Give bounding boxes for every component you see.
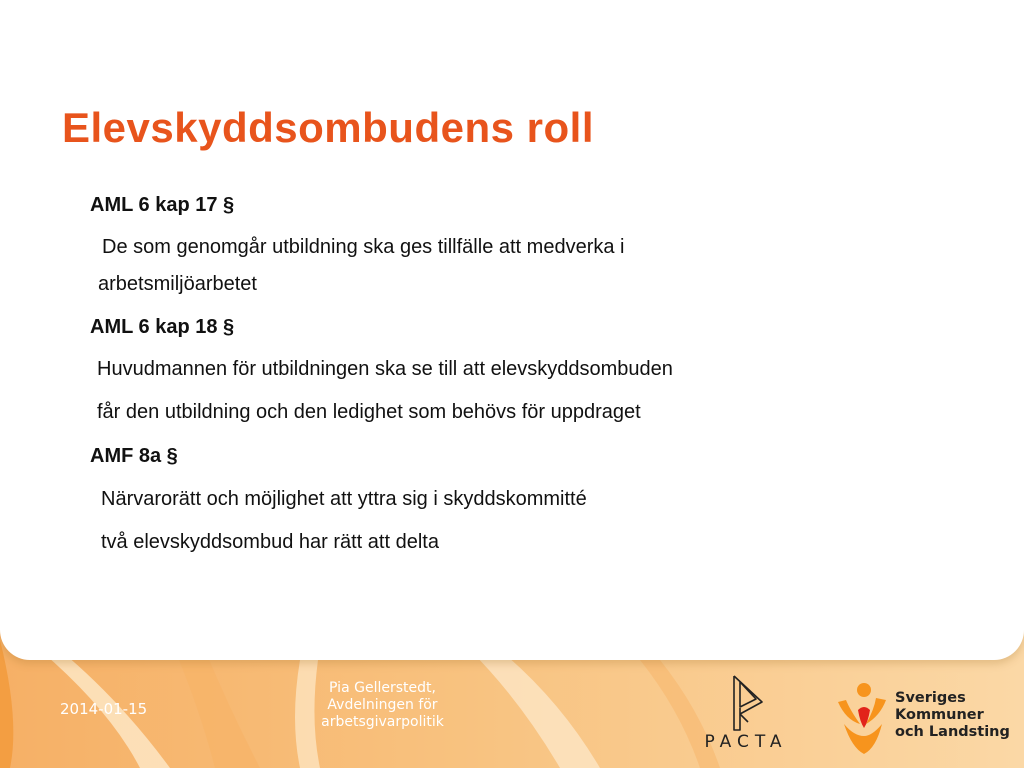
body-line: arbetsmiljöarbetet bbox=[98, 273, 257, 295]
body-line: De som genomgår utbildning ska ges tillfälle att medverka i bbox=[102, 236, 625, 258]
pacta-wordmark: PACTA bbox=[704, 732, 788, 752]
slide-title: Elevskyddsombudens roll bbox=[62, 104, 594, 151]
footer-author-line: Avdelningen för bbox=[327, 697, 438, 713]
footer-author-line: arbetsgivarpolitik bbox=[321, 714, 444, 730]
footer-date: 2014-01-15 bbox=[60, 700, 148, 718]
body-line: AMF 8a § bbox=[90, 445, 178, 467]
body-line: två elevskyddsombud har rätt att delta bbox=[101, 531, 439, 553]
body-line: AML 6 kap 17 § bbox=[90, 194, 235, 216]
body-line: Huvudmannen för utbildningen ska se till att elevskyddsombuden bbox=[97, 358, 673, 380]
skl-wordmark-line: Sveriges bbox=[895, 690, 966, 706]
skl-figure-icon bbox=[832, 680, 892, 756]
footer-author bbox=[300, 680, 465, 731]
footer-author-line: Pia Gellerstedt, bbox=[329, 680, 436, 696]
body-line: AML 6 kap 18 § bbox=[90, 316, 235, 338]
body-line: får den utbildning och den ledighet som behövs för uppdraget bbox=[97, 401, 641, 423]
skl-wordmark-line: och Landsting bbox=[895, 724, 1010, 740]
skl-wordmark-line: Kommuner bbox=[895, 707, 984, 723]
body-line: Närvarorätt och möjlighet att yttra sig i skyddskommitté bbox=[101, 488, 587, 510]
skl-wordmark bbox=[895, 690, 1010, 741]
